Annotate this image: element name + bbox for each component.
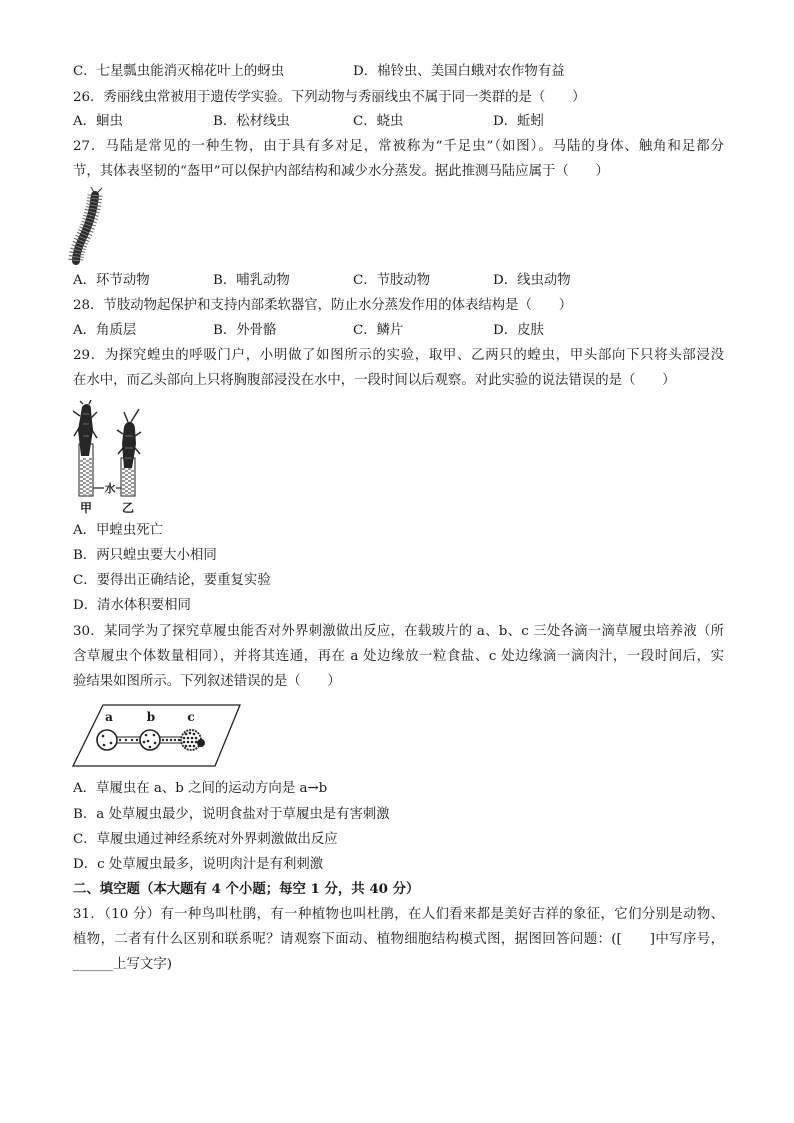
- water-pointer: [93, 481, 121, 495]
- q28-option-d: D．皮肤: [493, 323, 544, 338]
- q30-stem-line-1: 30．某同学为了探究草履虫能否对外界刺激做出反应，在载玻片的 a、b、c 三处各滴一滴草履虫培养液（所: [73, 624, 724, 639]
- point-label-a: a: [105, 710, 113, 724]
- tube-label-jia: 甲: [79, 501, 93, 515]
- q29-stem-line-2: 在水中，而乙头部向上只将胸腹部浸没在水中，一段时间以后观察。对此实验的说法错误的是（ ）: [73, 373, 676, 388]
- q31-stem-line-2: 植物，二者有什么区别和联系呢？请观察下面动、植物细胞结构模式图，据图回答问题：([ ]中写序号，: [73, 932, 724, 947]
- q26-option-a: A．蛔虫: [73, 114, 123, 129]
- q30-stem-line-3: 验结果如图所示。下列叙述错误的是（ ）: [73, 674, 341, 689]
- q25-option-c: C．七星瓢虫能消灭棉花叶上的蚜虫: [73, 64, 285, 79]
- q26-option-c: C．蛲虫: [353, 114, 404, 129]
- q29-option-a: A．甲蝗虫死亡: [73, 523, 164, 538]
- q27-option-b: B．哺乳动物: [213, 273, 290, 288]
- channel-b-c: [159, 737, 182, 743]
- point-label-c: c: [187, 710, 195, 724]
- drop-b: [140, 730, 160, 750]
- drop-a: [97, 730, 117, 750]
- grasshopper-experiment-figure: [68, 400, 160, 518]
- q29-option-c: C．要得出正确结论，要重复实验: [73, 573, 271, 588]
- q28-option-b: B．外骨骼: [213, 323, 277, 338]
- q26-stem: 26．秀丽线虫常被用于遗传学实验。下列动物与秀丽线虫不属于同一类群的是（ ）: [73, 90, 586, 105]
- q28-stem: 28．节肢动物起保护和支持内部柔软器官，防止水分蒸发作用的体表结构是（ ）: [73, 298, 573, 313]
- q27-stem-line-2: 节，其体表坚韧的“盔甲”可以保护内部结构和减少水分蒸发。据此推测马陆应属于（ ）: [73, 164, 609, 179]
- drop-c: [181, 730, 201, 750]
- q30-option-b: B．a 处草履虫最少，说明食盐对于草履虫是有害刺激: [73, 807, 390, 822]
- q25-option-d: D．棉铃虫、美国白蛾对农作物有益: [353, 64, 565, 79]
- water-label: 水: [104, 482, 116, 495]
- q28-option-a: A．角质层: [73, 323, 137, 338]
- q27-option-c: C．节肢动物: [353, 273, 431, 288]
- meat-juice-drop: [197, 739, 205, 747]
- paramecium-slide-figure: [70, 700, 246, 770]
- q30-option-c: C．草履虫通过神经系统对外界刺激做出反应: [73, 832, 338, 847]
- q28-option-c: C．鳞片: [353, 323, 404, 338]
- q27-option-d: D．线虫动物: [493, 273, 571, 288]
- q29-option-d: D．清水体积要相同: [73, 598, 191, 613]
- q31-stem-line-1: 31．（10 分）有一种鸟叫杜鹃，有一种植物也叫杜鹃，在人们看来都是美好吉祥的象征，它们分别是动物、: [73, 907, 724, 922]
- q27-option-a: A．环节动物: [73, 273, 150, 288]
- q26-option-d: D．蚯蚓: [493, 114, 544, 129]
- q30-option-a: A．草履虫在 a、b 之间的运动方向是 a→b: [73, 781, 328, 796]
- q26-option-b: B．松材线虫: [213, 114, 290, 129]
- q29-stem-line-1: 29．为探究蝗虫的呼吸门户，小明做了如图所示的实验，取甲、乙两只的蝗虫，甲头部向下只将头部浸没: [73, 348, 724, 363]
- q29-option-b: B．两只蝗虫要大小相同: [73, 548, 217, 563]
- q31-stem-line-3: ______上写文字): [73, 957, 172, 972]
- section-2-heading: 二、填空题（本大题有 4 个小题；每空 1 分，共 40 分）: [73, 881, 420, 897]
- millipede-figure: [62, 186, 110, 268]
- q30-stem-line-2: 含草履虫个体数量相同），并将其连通，再在 a 处边缘放一粒食盐、c 处边缘滴一滴肉汁，一段时间后，实: [73, 649, 724, 664]
- point-label-b: b: [146, 710, 156, 724]
- tube-label-yi: 乙: [121, 501, 135, 515]
- q27-stem-line-1: 27．马陆是常见的一种生物，由于具有多对足，常被称为“千足虫”（如图）。马陆的身体、触角和足都分: [73, 139, 724, 154]
- q30-option-d: D．c 处草履虫最多，说明肉汁是有利刺激: [73, 857, 324, 872]
- channel-a-b: [116, 737, 141, 743]
